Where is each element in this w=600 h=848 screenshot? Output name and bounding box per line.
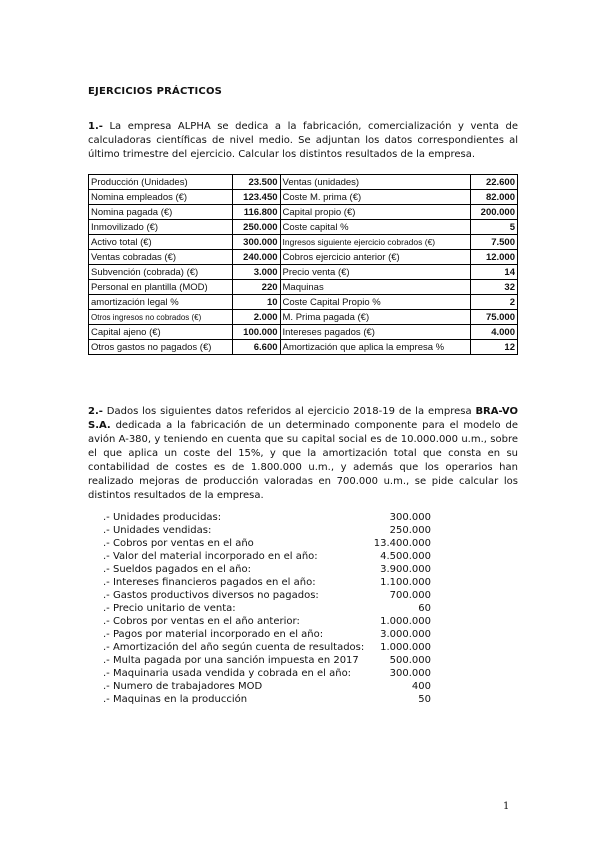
table-row <box>89 175 518 190</box>
list-item <box>103 680 443 693</box>
list-item <box>103 654 443 667</box>
table-label-cell: Nomina empleados (€) <box>89 190 233 205</box>
list-item-label: .- Precio unitario de venta: <box>103 603 236 614</box>
list-item-value: 500.000 <box>389 655 431 666</box>
table-row <box>89 280 518 295</box>
list-item-value: 250.000 <box>389 525 431 536</box>
table-label-cell: Activo total (€) <box>89 235 233 250</box>
table-label-cell: Cobros ejercicio anterior (€) <box>280 250 471 265</box>
table-label-cell: amortización legal % <box>89 295 233 310</box>
table-label-cell: Otros gastos no pagados (€) <box>89 340 233 355</box>
list-item <box>103 589 443 602</box>
list-item-value: 4.500.000 <box>380 551 431 562</box>
exercise-2-data-list <box>103 511 443 706</box>
list-item <box>103 615 443 628</box>
list-item-label: .- Numero de trabajadores MOD <box>103 681 263 692</box>
table-row <box>89 325 518 340</box>
table-label-cell: Personal en plantilla (MOD) <box>89 280 233 295</box>
list-item-label: .- Valor del material incorporado en el año: <box>103 551 318 562</box>
exercise-2-statement <box>88 405 518 503</box>
table-row <box>89 205 518 220</box>
table-value-cell: 32 <box>471 280 518 295</box>
table-label-cell: Coste M. prima (€) <box>280 190 471 205</box>
list-item-value: 3.000.000 <box>380 629 431 640</box>
exercise-2-text-a: Dados los siguientes datos referidos al ejercicio 2018-19 de la empresa <box>102 406 476 417</box>
table-value-cell: 300.000 <box>232 235 280 250</box>
table-label-cell: Ventas (unidades) <box>280 175 471 190</box>
exercise-1-statement <box>88 120 518 162</box>
list-item <box>103 667 443 680</box>
list-item-label: .- Maquinas en la producción <box>103 694 248 705</box>
list-item-label: .- Unidades vendidas: <box>103 525 212 536</box>
list-item <box>103 693 443 706</box>
table-value-cell: 2.000 <box>232 310 280 325</box>
list-item-value: 60 <box>418 603 431 614</box>
table-label-cell: Ingresos siguiente ejercicio cobrados (€) <box>280 235 471 250</box>
list-item-label: .- Cobros por ventas en el año <box>103 538 254 549</box>
table-value-cell: 100.000 <box>232 325 280 340</box>
table-label-cell: Otros ingresos no cobrados (€) <box>89 310 233 325</box>
list-item <box>103 602 443 615</box>
list-item-value: 700.000 <box>389 590 431 601</box>
list-item-label: .- Gastos productivos diversos no pagados: <box>103 590 319 601</box>
table-label-cell: Producción (Unidades) <box>89 175 233 190</box>
table-value-cell: 23.500 <box>232 175 280 190</box>
list-item-label: .- Pagos por material incorporado en el año: <box>103 629 324 640</box>
list-item <box>103 537 443 550</box>
list-item <box>103 576 443 589</box>
list-item <box>103 563 443 576</box>
list-item <box>103 641 443 654</box>
table-label-cell: Inmovilizado (€) <box>89 220 233 235</box>
table-value-cell: 10 <box>232 295 280 310</box>
list-item-label: .- Unidades producidas: <box>103 512 222 523</box>
table-value-cell: 220 <box>232 280 280 295</box>
table-row <box>89 310 518 325</box>
table-value-cell: 200.000 <box>471 205 518 220</box>
table-label-cell: Nomina pagada (€) <box>89 205 233 220</box>
list-item-label: .- Cobros por ventas en el año anterior: <box>103 616 300 627</box>
list-item-label: .- Amortización del año según cuenta de resultados: <box>103 642 365 653</box>
list-item-value: 400 <box>411 681 431 692</box>
table-value-cell: 12.000 <box>471 250 518 265</box>
table-label-cell: Subvención (cobrada) (€) <box>89 265 233 280</box>
exercise-2-company: BRA-VO S.A. <box>88 406 518 431</box>
exercise-2-number: 2.- <box>88 406 103 417</box>
list-item-value: 13.400.000 <box>373 538 431 549</box>
table-label-cell: Capital ajeno (€) <box>89 325 233 340</box>
table-label-cell: M. Prima pagada (€) <box>280 310 471 325</box>
table-value-cell: 12 <box>471 340 518 355</box>
table-label-cell: Amortización que aplica la empresa % <box>280 340 471 355</box>
table-row <box>89 220 518 235</box>
list-item <box>103 524 443 537</box>
table-row <box>89 235 518 250</box>
list-item-value: 300.000 <box>389 512 431 523</box>
list-item <box>103 550 443 563</box>
table-label-cell: Coste capital % <box>280 220 471 235</box>
list-item-value: 1.000.000 <box>380 642 431 653</box>
table-value-cell: 5 <box>471 220 518 235</box>
exercise-1-number: 1.- <box>88 121 103 132</box>
table-value-cell: 3.000 <box>232 265 280 280</box>
table-value-cell: 4.000 <box>471 325 518 340</box>
table-value-cell: 14 <box>471 265 518 280</box>
table-value-cell: 123.450 <box>232 190 280 205</box>
table-value-cell: 116.800 <box>232 205 280 220</box>
page-number: 1 <box>503 801 510 812</box>
section-heading: EJERCICIOS PRÁCTICOS <box>88 86 223 97</box>
table-label-cell: Precio venta (€) <box>280 265 471 280</box>
table-value-cell: 6.600 <box>232 340 280 355</box>
table-label-cell: Maquinas <box>280 280 471 295</box>
exercise-1-data-table <box>88 174 518 355</box>
exercise-2-text-b: dedicada a la fabricación de un determinado componente para el modelo de avión A-380, y teniendo en cuenta que su capital social es de 10.000.000 u.m., sobre el que aplica un coste del 15%, y que la amortización total que consta en su contabilidad de costes es de 1.800.000 u.m., y además que los operarios han realizado mejoras de producción valoradas en 700.000 u.m., se pide calcular los distintos resultados de la empresa. <box>88 420 518 501</box>
list-item <box>103 511 443 524</box>
table-value-cell: 82.000 <box>471 190 518 205</box>
list-item-label: .- Multa pagada por una sanción impuesta en 2017 <box>103 655 359 666</box>
table-label-cell: Intereses pagados (€) <box>280 325 471 340</box>
list-item <box>103 628 443 641</box>
table-value-cell: 22.600 <box>471 175 518 190</box>
table-value-cell: 250.000 <box>232 220 280 235</box>
exercise-1-text: La empresa ALPHA se dedica a la fabricación, comercialización y venta de calculadoras científicas de nivel medio. Se adjuntan los datos correspondientes al último trimestre del ejercicio. Calcular los distintos resultados de la empresa. <box>88 121 518 160</box>
table-label-cell: Capital propio (€) <box>280 205 471 220</box>
list-item-value: 1.100.000 <box>380 577 431 588</box>
table-value-cell: 240.000 <box>232 250 280 265</box>
list-item-value: 1.000.000 <box>380 616 431 627</box>
table-row <box>89 265 518 280</box>
list-item-value: 50 <box>418 694 431 705</box>
list-item-label: .- Maquinaria usada vendida y cobrada en el año: <box>103 668 352 679</box>
table-row <box>89 250 518 265</box>
list-item-label: .- Intereses financieros pagados en el año: <box>103 577 316 588</box>
table-value-cell: 75.000 <box>471 310 518 325</box>
table-value-cell: 7.500 <box>471 235 518 250</box>
table-row <box>89 295 518 310</box>
list-item-label: .- Sueldos pagados en el año: <box>103 564 251 575</box>
table-label-cell: Ventas cobradas (€) <box>89 250 233 265</box>
list-item-value: 3.900.000 <box>380 564 431 575</box>
table-row <box>89 190 518 205</box>
table-row <box>89 340 518 355</box>
table-value-cell: 2 <box>471 295 518 310</box>
list-item-value: 300.000 <box>389 668 431 679</box>
table-label-cell: Coste Capital Propio % <box>280 295 471 310</box>
